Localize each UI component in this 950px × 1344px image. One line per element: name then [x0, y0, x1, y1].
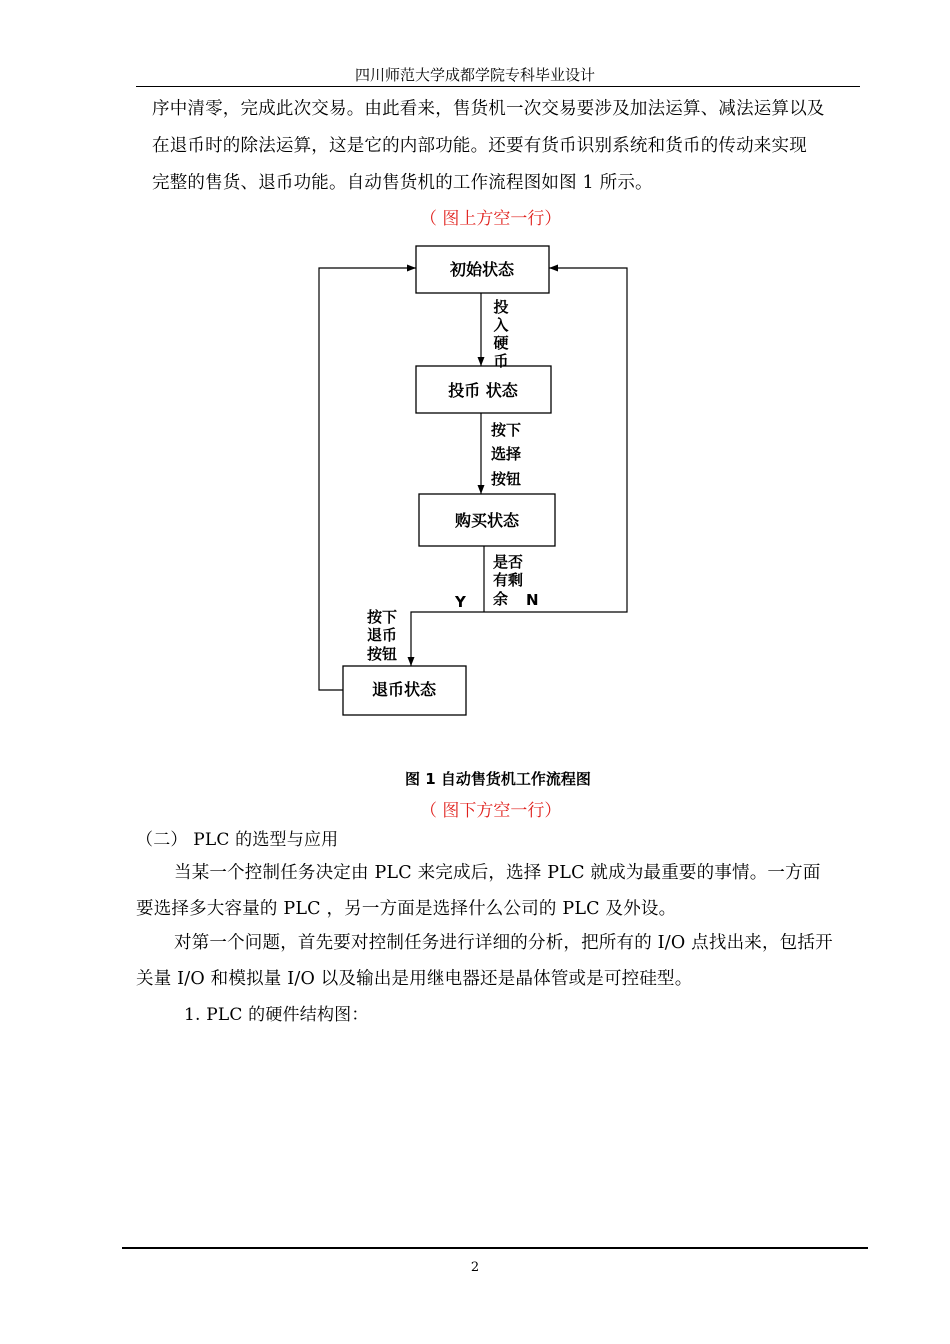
edge-insert-coin-char-2: 入	[493, 316, 509, 334]
state-initial-label: 初始状态	[449, 260, 515, 279]
label-no: N	[526, 591, 539, 609]
edge-insert-coin-char-4: 币	[493, 352, 509, 370]
state-buy-label: 购买状态	[454, 511, 520, 530]
edge-select-line-3: 按钮	[491, 470, 522, 488]
state-coin-label: 投币 状态	[448, 381, 518, 400]
list-item-hardware: 1. PLC 的硬件结构图：	[184, 1005, 369, 1025]
intro-line-1: 序中清零，完成此次交易。由此看来，售货机一次交易要涉及加法运算、减法运算以及	[152, 99, 825, 119]
arrow-yes-to-refund	[411, 612, 484, 666]
edge-select-line-2: 选择	[491, 445, 522, 463]
edge-insert-coin-char-3: 硬	[493, 334, 509, 352]
edge-remaining-line-3: 余	[493, 590, 509, 608]
section-heading: （二） PLC 的选型与应用	[136, 830, 339, 850]
footer-rule	[122, 1247, 868, 1249]
running-header: 四川师范大学成都学院专科毕业设计	[354, 66, 595, 84]
intro-line-2: 在退币时的除法运算，这是它的内部功能。还要有货币识别系统和货币的传动来实现	[152, 136, 807, 156]
figure-caption: 图 1 自动售货机工作流程图	[405, 770, 591, 788]
body-line-3: 对第一个问题，首先要对控制任务进行详细的分析，把所有的 I/O 点找出来，包括开	[174, 933, 833, 953]
state-refund-label: 退币状态	[371, 680, 437, 699]
edge-refund-line-2: 退币	[367, 626, 398, 644]
edge-select-line-1: 按下	[491, 421, 522, 439]
edge-remaining-line-2: 有剩	[493, 571, 524, 589]
note-below-figure: （ 图下方空一行）	[420, 801, 562, 821]
body-line-1: 当某一个控制任务决定由 PLC 来完成后，选择 PLC 就成为最重要的事情。一方面	[174, 863, 821, 883]
edge-refund-line-1: 按下	[367, 608, 398, 626]
intro-line-3: 完整的售货、退币功能。自动售货机的工作流程图如图 1 所示。	[152, 173, 653, 193]
edge-remaining-line-1: 是否	[493, 553, 524, 571]
page-number: 2	[470, 1260, 480, 1275]
edge-insert-coin-char-1: 投	[493, 298, 509, 316]
note-above-figure: （ 图上方空一行）	[420, 209, 562, 229]
body-line-2: 要选择多大容量的 PLC ，另一方面是选择什么公司的 PLC 及外设。	[136, 899, 677, 919]
edge-refund-line-3: 按钮	[367, 645, 398, 663]
body-line-4: 关量 I/O 和模拟量 I/O 以及输出是用继电器还是晶体管或是可控硅型。	[136, 969, 693, 989]
label-yes: Y	[455, 593, 466, 611]
